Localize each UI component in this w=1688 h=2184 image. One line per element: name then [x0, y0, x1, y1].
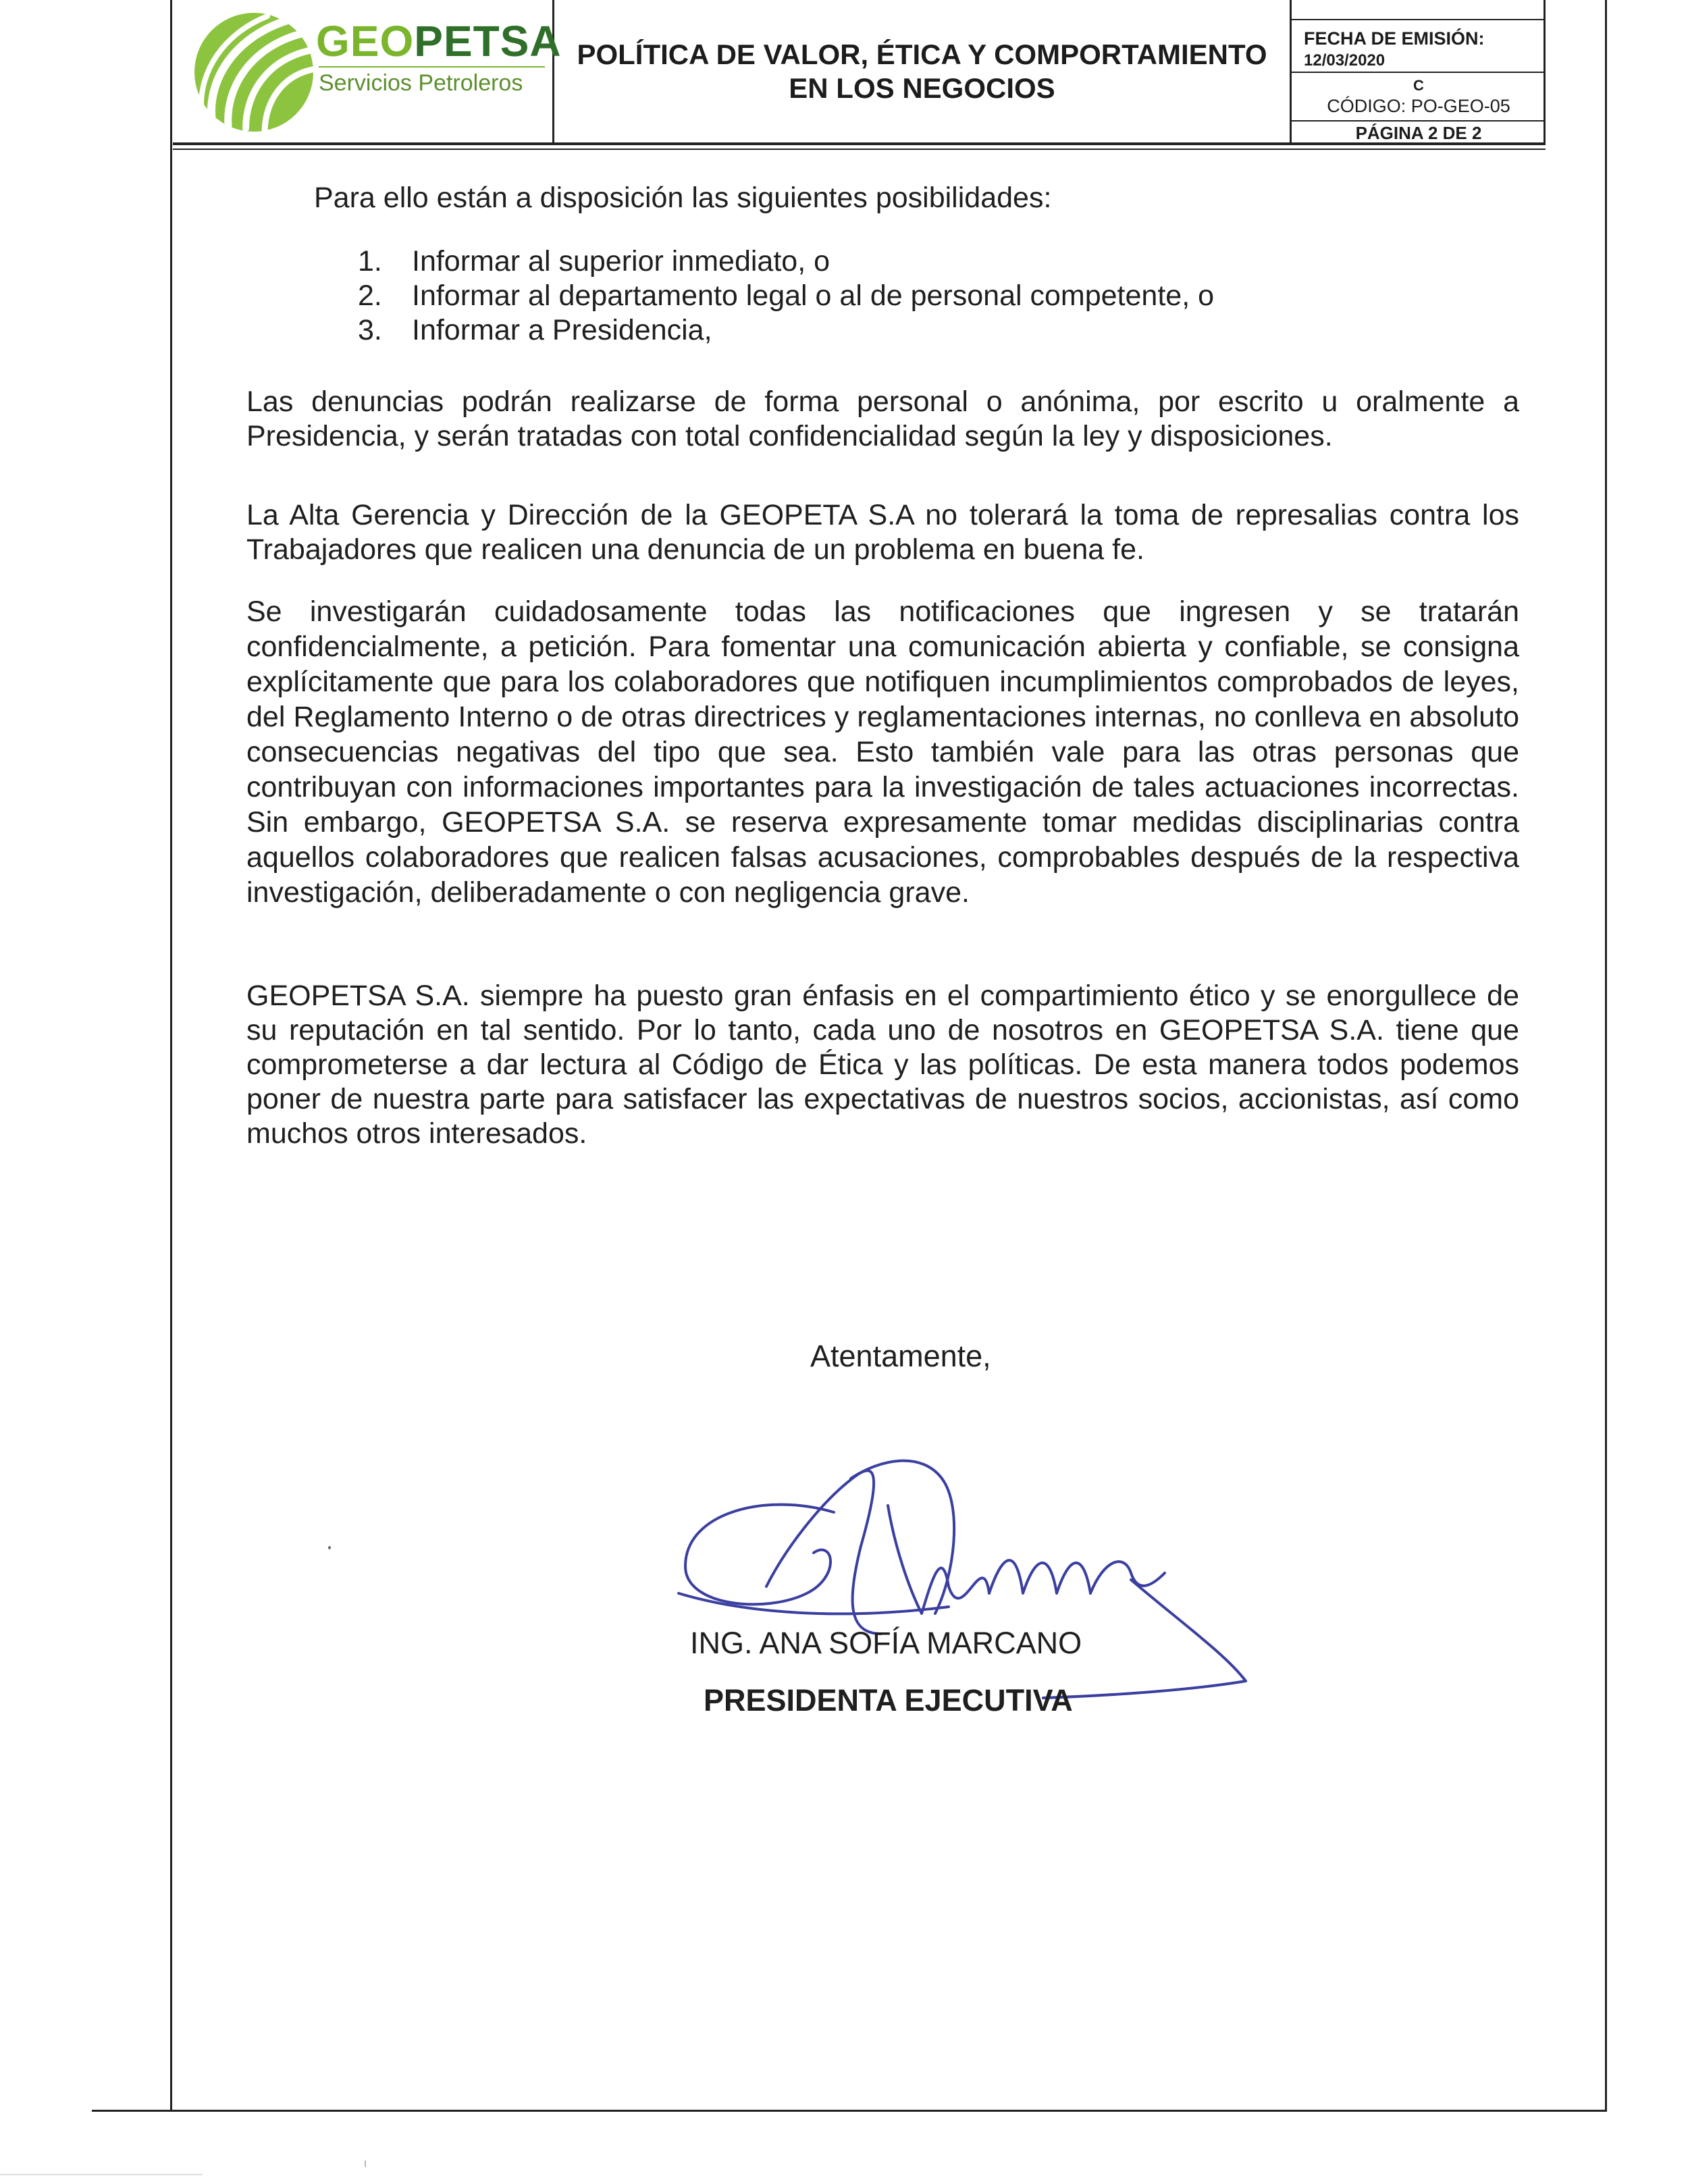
logo-cell [173, 0, 562, 142]
closing-salutation: Atentamente, [810, 1339, 991, 1373]
document-code: CÓDIGO: PO-GEO-05 [1327, 96, 1510, 116]
page-frame-right [1605, 0, 1607, 2110]
list-item [358, 313, 1214, 348]
logo-wordmark: GEOPETSA [316, 17, 562, 65]
list-number: 2. [358, 279, 382, 312]
logo-underline [319, 66, 545, 68]
list-item [358, 244, 1214, 279]
signer-title: PRESIDENTA EJECUTIVA [704, 1683, 1073, 1717]
paragraph-no-retaliation: La Alta Gerencia y Dirección de la GEOPETA S.A no tolerará la toma de represalias contra los Trabajadores que realicen una denuncia de un problema en buena fe. [246, 499, 1519, 566]
page-frame-left [170, 0, 172, 2110]
scan-artifact [365, 2160, 366, 2167]
title-line-2: EN LOS NEGOCIOS [789, 72, 1055, 104]
title-cell [554, 0, 1292, 142]
title-line-1: POLÍTICA DE VALOR, ÉTICA Y COMPORTAMIENTO [577, 38, 1267, 70]
header-divider [173, 149, 1546, 150]
issue-date-label: FECHA DE EMISIÓN: [1304, 28, 1485, 49]
list-item [358, 279, 1214, 313]
revision-label: C [1413, 77, 1424, 94]
scan-dot [328, 1546, 331, 1549]
geopetsa-logo-swirl-icon [186, 7, 321, 135]
issue-date-box [1292, 20, 1546, 73]
document-meta [1292, 0, 1546, 142]
list-number: 1. [358, 245, 382, 277]
issue-date-value: 12/03/2020 [1304, 51, 1386, 70]
document-header [173, 0, 1546, 145]
code-box [1292, 73, 1546, 122]
scan-artifact [0, 2174, 203, 2175]
list-text: Informar al superior inmediato, o [412, 245, 830, 277]
logo-tagline: Servicios Petroleros [319, 70, 523, 96]
handwritten-signature [665, 1411, 1259, 1708]
paragraph-complaints: Las denuncias podrán realizarse de forma personal o anónima, por escrito u oralmente a Presidencia, y serán tratadas con total confidencialidad según la ley y disposiciones. [246, 385, 1519, 452]
paragraph-ethics-commitment: GEOPETSA S.A. siempre ha puesto gran énfasis en el compartimiento ético y se enorgullece de su reputación en tal sentido. Por lo tanto, cada uno de nosotros en GEOPETSA S.A. tiene que comprometerse a dar lectura al Código de Ética y las políticas. De esta manera todos podemos poner de nuestra parte para satisfacer las expectativas de nuestros socios, accionistas, así como muchos otros interesados. [246, 980, 1519, 1150]
intro-text: Para ello están a disposición las siguientes posibilidades: [314, 182, 1052, 214]
list-number: 3. [358, 314, 382, 346]
list-text: Informar a Presidencia, [412, 314, 712, 346]
page-frame-bottom [92, 2110, 1607, 2112]
list-text: Informar al departamento legal o al de personal competente, o [412, 279, 1215, 312]
signer-name: ING. ANA SOFÍA MARCANO [690, 1626, 1082, 1660]
page-number: PÁGINA 2 DE 2 [1355, 123, 1482, 143]
paragraph-investigation: Se investigarán cuidadosamente todas las notificaciones que ingresen y se tratarán confidencialmente, a petición. Para fomentar una comunicación abierta y confiable, se consigna explícitamente que para los colaboradores que notifiquen incumplimientos comprobados de leyes, del Reglamento Interno o de otras directrices y reglamentaciones internas, no conlleva en absoluto consecuencias negativas del tipo que sea. Esto también vale para las otras personas que contribuyan con informaciones importantes para la investigación de tales actuaciones incorrectas. Sin embargo, GEOPETSA S.A. se reserva expresamente tomar medidas disciplinarias contra aquellos colaboradores que realicen falsas acusaciones, comprobables después de la respectiva investigación, deliberadamente o con negligencia grave. [246, 595, 1519, 909]
document-title [577, 38, 1267, 105]
reporting-options-list [358, 244, 1214, 348]
